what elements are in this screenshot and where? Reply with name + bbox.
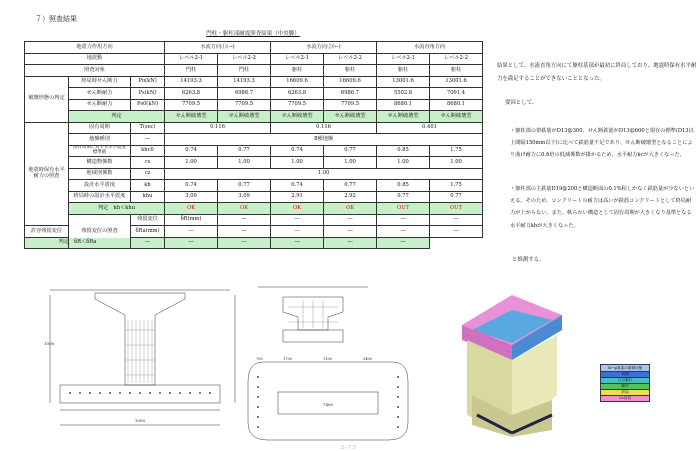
dim-plan-b: 1700 bbox=[283, 357, 292, 361]
value-cell: 0.74 bbox=[165, 180, 218, 192]
value-cell: 3.09 bbox=[165, 191, 218, 203]
value-cell: 1.00 bbox=[377, 157, 430, 169]
cause-item-2: ・躯柱部の主鉄筋D19@200と構造断面の0.1%程しかなく鉄筋量が少ないといえる。そのため、コンクリートの耐力は高いが鉄筋コンクリートとして終局耐力が上がらない。また、軟らかい構造として固有周期が大きくなり基準となる水平耐力khが大きくなった。 bbox=[510, 186, 695, 229]
value-cell: 1.00 bbox=[430, 157, 483, 169]
value-cell: 0.116 bbox=[271, 122, 377, 134]
level-cell: レベル2-1 bbox=[377, 53, 430, 65]
value-cell: ― bbox=[165, 226, 218, 238]
row-unit: Ps0(kN) bbox=[131, 99, 165, 111]
value-cell: ― bbox=[271, 226, 324, 238]
value-cell: 0.77 bbox=[324, 180, 377, 192]
value-cell: 7091.4 bbox=[430, 88, 483, 100]
group-residual: 残留変位の照査 bbox=[69, 214, 131, 249]
residual-judge-label: 判定 δR＜δRa bbox=[25, 237, 131, 249]
cause-item-1: ・躯柱部の帯鉄筋がD13@300、せん断鉄筋がD13@600と現在の標準(D13以上間隔150mm以下)に比べて鉄筋量不足であり、せん断破壊型となることにより曲げ耐力に0.6倍の低減係数が掛かるため、水平耐力kcが大きくなった。 bbox=[510, 128, 694, 159]
header-direction: 地震力作用方向 bbox=[25, 42, 165, 54]
row-label: せん断耐力 bbox=[69, 88, 131, 100]
value-cell: ― bbox=[324, 226, 377, 238]
row-label: 固有周期 bbox=[69, 122, 131, 134]
target-cell: 躯柱 bbox=[271, 65, 324, 77]
row-label: 終局時の設計水平震度 bbox=[69, 191, 131, 203]
group-failure-mode: 破壊形態の判定 bbox=[25, 76, 69, 122]
row-label: 地域別係数 bbox=[69, 168, 131, 180]
header-motion: 地震動 bbox=[25, 53, 165, 65]
value-cell: 1.00 bbox=[324, 157, 377, 169]
fem-model-render bbox=[452, 285, 592, 440]
inference-text: と推測する。 bbox=[512, 257, 545, 263]
row-unit: Pu(kN) bbox=[131, 76, 165, 88]
dim-bottom: 1000 bbox=[134, 418, 146, 423]
row-unit: δR(mm) bbox=[165, 214, 218, 226]
judgement-cell: せん断破壊型 bbox=[165, 111, 218, 123]
target-cell: 躯柱 bbox=[377, 65, 430, 77]
value-cell: 0.85 bbox=[377, 145, 430, 157]
level-cell: レベル2-1 bbox=[165, 53, 218, 65]
row-label: 固有周期に対する水平震度標準値 bbox=[69, 145, 131, 157]
judge-cell: OUT bbox=[430, 203, 483, 215]
dim-mid: 7400 bbox=[322, 402, 334, 407]
seismic-check-table bbox=[24, 41, 483, 249]
page-number: ２-７５ bbox=[340, 445, 357, 451]
judge-cell: OK bbox=[324, 203, 377, 215]
judgement-label: 判定 bbox=[69, 111, 165, 123]
value-cell: 7709.5 bbox=[271, 99, 324, 111]
value-cell: 7709.5 bbox=[218, 99, 271, 111]
row-label: 構造物係数 bbox=[69, 157, 131, 169]
legend-item: 終局 bbox=[601, 389, 649, 395]
value-cell: ― bbox=[430, 214, 483, 226]
judge-cell: ― bbox=[131, 237, 165, 249]
row-label: 終局時せん断力 bbox=[69, 76, 131, 88]
target-cell: 門柱 bbox=[165, 65, 218, 77]
judge-cell: ― bbox=[324, 237, 377, 249]
value-cell: 0.74 bbox=[271, 180, 324, 192]
row-unit: δRa(mm) bbox=[131, 226, 165, 238]
judge-cell: OK bbox=[271, 203, 324, 215]
value-cell: 0.116 bbox=[165, 122, 271, 134]
judgement-cell: せん断破壊型 bbox=[430, 111, 483, 123]
value-cell: 1.00 bbox=[218, 157, 271, 169]
row-label: 設計水平震度 bbox=[69, 180, 131, 192]
value-cell: 0.401 bbox=[377, 122, 483, 134]
value-cell: 6263.8 bbox=[165, 88, 218, 100]
dim-plan-d: 3400 bbox=[363, 357, 372, 361]
legend-title: M−φ要素の損傷状態 bbox=[601, 365, 649, 371]
target-cell: 躯柱 bbox=[430, 65, 483, 77]
judge-cell: OK bbox=[165, 203, 218, 215]
row-unit: cs bbox=[131, 157, 165, 169]
level-cell: レベル2-2 bbox=[324, 53, 377, 65]
value-cell: 6986.7 bbox=[218, 88, 271, 100]
value-cell: 14193.3 bbox=[165, 76, 218, 88]
pier-elevation-drawing bbox=[40, 285, 240, 445]
target-cell: 門柱 bbox=[218, 65, 271, 77]
value-cell: ― bbox=[377, 226, 430, 238]
header-target: 照査対象 bbox=[25, 65, 165, 77]
dim-plan-c: 1100 bbox=[323, 357, 332, 361]
legend-item: 初期 bbox=[601, 371, 649, 377]
row-label: せん断耐力 bbox=[69, 99, 131, 111]
value-cell: 0.74 bbox=[271, 145, 324, 157]
value-cell: 6986.7 bbox=[324, 88, 377, 100]
value-cell: 8680.1 bbox=[430, 99, 483, 111]
value-cell: 3.09 bbox=[218, 191, 271, 203]
value-cell: ― bbox=[430, 226, 483, 238]
value-cell: 6263.8 bbox=[271, 88, 324, 100]
value-cell: 2.91 bbox=[271, 191, 324, 203]
value-cell: 0.77 bbox=[377, 191, 430, 203]
target-cell: 躯柱 bbox=[324, 65, 377, 77]
judge-cell: OUT bbox=[377, 203, 430, 215]
level-cell: レベル2-2 bbox=[430, 53, 483, 65]
value-cell: ― bbox=[377, 214, 430, 226]
value-cell: 1.75 bbox=[430, 145, 483, 157]
judge-cell: ― bbox=[377, 237, 430, 249]
value-cell: 13001.6 bbox=[377, 76, 430, 88]
value-cell: 0.77 bbox=[218, 145, 271, 157]
row-unit: Ps(kN) bbox=[131, 88, 165, 100]
judgement-cell: せん断破壊型 bbox=[218, 111, 271, 123]
value-cell: 8680.1 bbox=[377, 99, 430, 111]
value-cell: 0.85 bbox=[377, 180, 430, 192]
value-cell: 1.00 bbox=[165, 157, 218, 169]
value-cell: ― bbox=[271, 214, 324, 226]
seismic-judge-label: 判定 kh＜khu bbox=[69, 203, 165, 215]
conclusion-paragraph: 結果として、水流直角方向にて躯柱基部が最初に終局しており、地震時保有水平耐力を満足することができないこととなった。 bbox=[497, 63, 697, 82]
value-cell: 0.74 bbox=[165, 145, 218, 157]
row-unit: khu bbox=[131, 191, 165, 203]
header-right-angle: 水流直角方向 bbox=[377, 42, 483, 54]
value-cell: ― bbox=[324, 214, 377, 226]
row-unit: ― bbox=[131, 134, 165, 146]
value-cell: 1.00 bbox=[165, 168, 483, 180]
value-cell: 2.92 bbox=[324, 191, 377, 203]
value-cell: 14193.3 bbox=[218, 76, 271, 88]
dim-plan-a: 700 bbox=[256, 357, 263, 361]
value-cell: 5502.8 bbox=[377, 88, 430, 100]
judge-cell: ― bbox=[218, 237, 271, 249]
cause-heading: 要因として、 bbox=[505, 100, 538, 106]
damage-legend bbox=[600, 364, 650, 402]
value-cell: 1.00 bbox=[271, 157, 324, 169]
judge-cell: ― bbox=[271, 237, 324, 249]
judgement-cell: せん断破壊型 bbox=[377, 111, 430, 123]
value-cell: ― bbox=[218, 214, 271, 226]
pier-section-plan-drawing bbox=[238, 282, 418, 447]
value-cell: 7709.5 bbox=[324, 99, 377, 111]
row-unit: kh bbox=[131, 180, 165, 192]
value-cell: 1.75 bbox=[430, 180, 483, 192]
row-unit: T(sec) bbox=[131, 122, 165, 134]
row-unit: khc0 bbox=[131, 145, 165, 157]
legend-item: 降伏 bbox=[601, 383, 649, 389]
value-cell: 16609.6 bbox=[271, 76, 324, 88]
row-unit: cz bbox=[131, 168, 165, 180]
section-title: ７）照査結果 bbox=[35, 15, 77, 23]
row-label: 地盤種別 bbox=[69, 134, 131, 146]
legend-item: 2×終局 bbox=[601, 395, 649, 401]
value-cell: 0.77 bbox=[324, 145, 377, 157]
judgement-cell: せん断破壊型 bbox=[271, 111, 324, 123]
level-cell: レベル2-1 bbox=[271, 53, 324, 65]
value-cell: 0.77 bbox=[430, 191, 483, 203]
judge-cell: OK bbox=[218, 203, 271, 215]
row-label: 許容残留変位 bbox=[25, 226, 69, 238]
judgement-cell: せん断破壊型 bbox=[324, 111, 377, 123]
value-cell: 0.77 bbox=[218, 180, 271, 192]
table-caption: 門柱・躯柱部耐震照査結果（中央脚） bbox=[206, 31, 300, 37]
value-cell: 16609.6 bbox=[324, 76, 377, 88]
value-cell: 7709.5 bbox=[165, 99, 218, 111]
header-flow-2: 水流方向②(←) bbox=[271, 42, 377, 54]
value-cell: 13001.6 bbox=[430, 76, 483, 88]
judge-cell: ― bbox=[165, 237, 218, 249]
level-cell: レベル2-2 bbox=[218, 53, 271, 65]
row-label: 残留変位 bbox=[131, 214, 165, 226]
dim-left: 1000 bbox=[44, 341, 55, 346]
group-seismic: 地震時保有水平耐力の照査 bbox=[25, 122, 69, 226]
value-cell: ― bbox=[218, 226, 271, 238]
legend-item: ひび割れ bbox=[601, 377, 649, 383]
value-cell: Ⅱ種地盤 bbox=[165, 134, 483, 146]
header-flow-1: 水流方向①(→) bbox=[165, 42, 271, 54]
